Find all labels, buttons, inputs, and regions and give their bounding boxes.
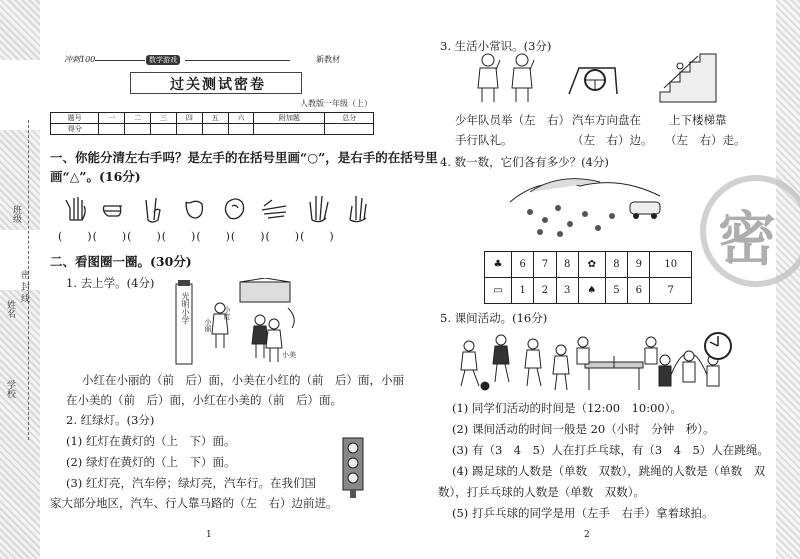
count-option[interactable]: 1 — [512, 278, 534, 304]
class-label: 班级 — [11, 205, 21, 223]
count-option[interactable]: 9 — [628, 252, 650, 278]
score-table-row — [51, 124, 374, 135]
score-cell — [228, 124, 254, 135]
q3-b-line1: 汽车方向盘在 — [572, 113, 641, 127]
q3-c-line1: 上下楼梯靠 — [669, 113, 727, 127]
seal-label: 密 封 线 — [19, 270, 29, 303]
q3-b-line2: （左 右）边。 — [572, 133, 653, 147]
score-cell — [125, 124, 151, 135]
hand-icon — [310, 196, 328, 222]
page-number-right: 2 — [584, 530, 590, 540]
score-cell: 题号 — [51, 113, 99, 124]
pioneers-salute-illustration — [470, 52, 550, 104]
series-badge: 数学游戏 — [146, 55, 180, 65]
q1-line1: 一、你能分清左右手吗？是左手的在括号里画“○”，是右手的在括号里 — [50, 150, 438, 165]
binding-blank — [0, 60, 40, 130]
label-xiaoli: 小丽 — [204, 318, 212, 332]
grass-icon-cell: ♣ — [485, 252, 512, 278]
stairs-illustration — [658, 52, 718, 104]
score-table-row — [51, 113, 374, 124]
hand-icon — [66, 197, 85, 220]
score-cell — [99, 124, 125, 135]
count-option[interactable]: 2 — [534, 278, 556, 304]
q1-answer-blanks[interactable]: ( )( )( )( )( )( )( )( ) — [58, 230, 335, 243]
score-cell: 五 — [202, 113, 228, 124]
brand-label: 冲刺100 — [64, 55, 96, 64]
q5-item-5: (5) 打乒乓球的同学是用（左手 右手）拿着球拍。 — [452, 506, 714, 520]
q5-item-2: (2) 课间活动的时间一般是 20（小时 分钟 秒）。 — [452, 422, 715, 436]
car-icon-cell: ▭ — [485, 278, 512, 304]
count-option[interactable]: 7 — [534, 252, 556, 278]
q2-2-title: 2. 红绿灯。(3分) — [66, 413, 155, 427]
q2-title: 二、看图圈一圈。(30分) — [50, 254, 192, 269]
q3-a-line2: 手行队礼。 — [455, 133, 513, 147]
score-cell: 六 — [228, 113, 254, 124]
score-cell: 三 — [151, 113, 177, 124]
label-xiaohong: 小红 — [223, 306, 231, 320]
count-option[interactable]: 6 — [628, 278, 650, 304]
q4-title: 4. 数一数，它们各有多少？(4分) — [440, 155, 609, 169]
score-cell: 二 — [125, 113, 151, 124]
hand-icon — [186, 201, 202, 218]
hands-row — [60, 192, 380, 224]
label-xiaomei: 小美 — [282, 351, 296, 359]
q2-1-title: 1. 去上学。(4分) — [66, 276, 155, 290]
hand-icon — [225, 199, 243, 219]
name-label: 姓名 — [5, 300, 15, 318]
count-option[interactable]: 8 — [556, 252, 578, 278]
secret-stamp-char: 密 — [718, 205, 777, 273]
header-rule — [95, 60, 145, 61]
score-cell: 一 — [99, 113, 125, 124]
q5-title: 5. 课间活动。(16分) — [440, 311, 548, 325]
count-option[interactable]: 6 — [512, 252, 534, 278]
score-cell: 四 — [176, 113, 202, 124]
steering-wheel-illustration — [565, 58, 621, 98]
score-cell — [325, 124, 374, 135]
score-cell — [202, 124, 228, 135]
q2-2-line4: 家大部分地区，汽车、行人靠马路的（左 右）边前进。 — [50, 496, 338, 510]
q3-a-line1: 少年队员举（左 右） — [455, 113, 570, 127]
count-row — [485, 252, 692, 278]
hand-icon — [350, 196, 366, 222]
grade-label: 人教版一年级（上） — [300, 99, 372, 108]
q2-2-line2: (2) 绿灯在黄灯的（上 下）面。 — [66, 455, 236, 469]
flower-icon-cell: ✿ — [578, 252, 605, 278]
q3-title: 3. 生活小常识。(3分) — [440, 39, 552, 53]
traffic-light-icon — [338, 436, 368, 498]
hand-icon — [262, 200, 286, 218]
q2-1-line1: 小红在小丽的（前 后）面，小美在小红的（前 后）面，小丽 — [82, 373, 404, 387]
score-cell: 得分 — [51, 124, 99, 135]
count-table — [484, 251, 692, 304]
count-option[interactable]: 10 — [650, 252, 692, 278]
q5-item-4b: 数），打乒乓球的人数是（单数 双数）。 — [438, 485, 645, 499]
q2-2-line3: (3) 红灯亮，汽车停；绿灯亮，汽车行。在我们国 — [66, 476, 316, 490]
score-cell — [151, 124, 177, 135]
clock-icon — [702, 330, 734, 362]
park-illustration — [500, 172, 670, 244]
count-option[interactable]: 7 — [650, 278, 692, 304]
hand-icon — [104, 206, 123, 216]
q5-item-4a: (4) 踢足球的人数是（单数 双数），跳绳的人数是（单数 双 — [452, 464, 766, 478]
score-cell: 附加题 — [254, 113, 325, 124]
q3-c-line2: （左 右）走。 — [665, 133, 746, 147]
count-option[interactable]: 3 — [556, 278, 578, 304]
score-cell — [254, 124, 325, 135]
score-cell — [176, 124, 202, 135]
count-row — [485, 278, 692, 304]
hand-icon — [146, 198, 160, 222]
count-option[interactable]: 8 — [605, 252, 627, 278]
edition-tag: 新教材 — [316, 55, 340, 64]
score-table — [50, 112, 374, 135]
score-cell: 总分 — [325, 113, 374, 124]
page-title: 过关测试密卷 — [170, 77, 266, 93]
tree-icon-cell: ♠ — [578, 278, 605, 304]
school-label: 学校 — [5, 380, 15, 398]
q2-2-line1: (1) 红灯在黄灯的（上 下）面。 — [66, 434, 236, 448]
school-sign: 光明小学 — [181, 292, 190, 324]
count-option[interactable]: 5 — [605, 278, 627, 304]
q2-1-line2: 在小美的（前 后）面，小红在小美的（前 后）面。 — [66, 393, 342, 407]
q5-item-1: (1) 同学们活动的时间是（12:00 10:00）。 — [452, 401, 682, 415]
page-number-left: 1 — [206, 530, 212, 540]
header-rule — [185, 60, 290, 61]
q1-line2: 画“△”。(16分) — [50, 169, 141, 184]
q5-item-3: (3) 有（3 4 5）人在打乒乓球，有（3 4 5）人在跳绳。 — [452, 443, 769, 457]
